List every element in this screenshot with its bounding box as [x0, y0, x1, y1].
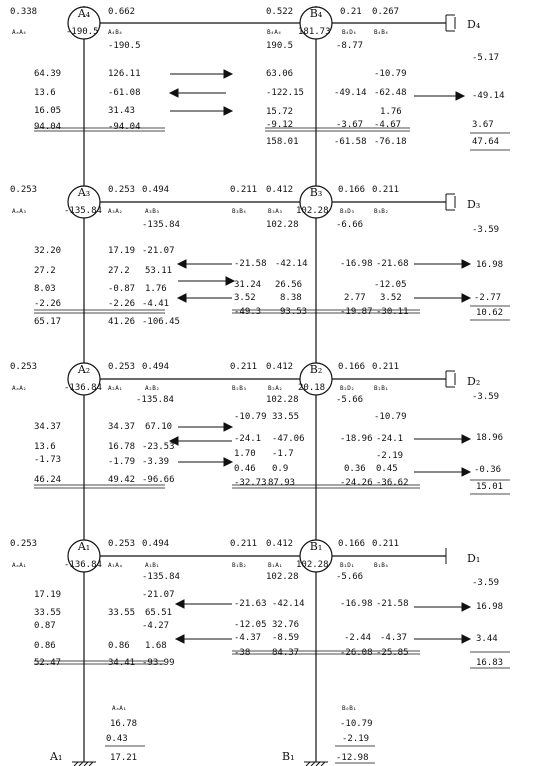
subhead-a3-top: AₐA₃ — [12, 208, 27, 215]
subhead-b4-left: B₄A₄ — [267, 29, 282, 36]
a3-r1-c2: 17.19 — [108, 246, 136, 256]
subhead-b1-col: B₁D₁ — [340, 562, 355, 569]
base-a-v3: 17.21 — [110, 753, 138, 763]
node-d4-label: D₄ — [467, 18, 481, 31]
fem-b4: 190.5 — [266, 41, 294, 51]
subhead-b3-l: B₃B₄ — [232, 208, 247, 215]
a4-r1-c2: 126.11 — [108, 69, 141, 79]
subhead-b3-m: B₃A₃ — [268, 208, 283, 215]
subhead-b1-m: B₁A₁ — [268, 562, 283, 569]
b2-r2-c2: -47.06 — [272, 434, 305, 444]
b1-r2-c2: 32.76 — [272, 620, 300, 630]
node-d4-value: -5.17 — [472, 53, 500, 63]
a1-r2-c2: 33.55 — [108, 608, 136, 618]
a2-r4-c1: 46.24 — [34, 475, 62, 485]
b2-r3-c1: 1.70 — [234, 449, 256, 459]
a3-r4-c2: -2.26 — [108, 299, 136, 309]
a2-r2-c1: 13.6 — [34, 442, 56, 452]
a1-r4-c2: 0.86 — [108, 641, 130, 651]
subhead-b1-r: B₁B₀ — [374, 562, 389, 569]
subhead-a2-bot: A₂A₁ — [108, 385, 123, 392]
a2-r1-c3: 67.10 — [145, 422, 173, 432]
node-a3-value: -135.84 — [64, 206, 102, 216]
a3-r2-c1: 27.2 — [34, 266, 56, 276]
b2-r2-c1: -24.1 — [234, 434, 262, 444]
base-b-head: B₀B₁ — [342, 705, 357, 712]
b3-r1-c4: -21.68 — [376, 259, 409, 269]
df-a4-col: 0.338 — [10, 7, 38, 17]
df-a3-col: 0.253 — [10, 185, 38, 195]
subhead-b4-col: B₄D₄ — [342, 29, 357, 36]
base-b-v1: -10.79 — [340, 719, 373, 729]
a1-r3-c1: 0.87 — [34, 621, 56, 631]
df-b4-left: 0.522 — [266, 7, 294, 17]
base-b-label: B₁ — [282, 750, 295, 763]
a3-r4-c1: -2.26 — [34, 299, 62, 309]
b1-r3-c3: -2.44 — [344, 633, 372, 643]
fem-b2-col: -5.66 — [336, 395, 364, 405]
node-a1-label: A₁ — [77, 540, 91, 553]
b2-r2-c3: -18.96 — [340, 434, 373, 444]
a1-r2-c1: 33.55 — [34, 608, 62, 618]
a3-r2-c3: 53.11 — [145, 266, 173, 276]
base-a-head: AₐA₁ — [112, 705, 127, 712]
fem-b4-col: -8.77 — [336, 41, 364, 51]
a4-r3-c1: 16.05 — [34, 106, 62, 116]
a3-r3-c1: 8.03 — [34, 284, 56, 294]
df-b3-left: 0.211 — [230, 185, 258, 195]
a3-r3-c2: -0.87 — [108, 284, 136, 294]
a3-r5-c1: 65.17 — [34, 317, 62, 327]
d1-r3: 16.83 — [476, 658, 504, 668]
a1-r1-c3: -21.07 — [142, 590, 175, 600]
df-b1-right: 0.211 — [372, 539, 400, 549]
a2-r1-c1: 34.37 — [34, 422, 62, 432]
base-a-v1: 16.78 — [110, 719, 138, 729]
a3-r1-c1: 32.20 — [34, 246, 62, 256]
b3-r4-c1: -49.3 — [234, 307, 262, 317]
df-b4-col: 0.21 — [340, 7, 362, 17]
node-a2-value: -136.84 — [64, 383, 102, 393]
d1-r1: 16.98 — [476, 602, 504, 612]
subhead-a3-beam: A₃B₃ — [145, 208, 160, 215]
b1-r1-c2: -42.14 — [272, 599, 305, 609]
base-a-label: A₁ — [50, 750, 63, 763]
node-b4-label: B₄ — [309, 7, 323, 20]
d3-r1: 16.98 — [476, 260, 504, 270]
df-b3-col: 0.166 — [338, 185, 366, 195]
fem-a1: -135.84 — [142, 572, 180, 582]
b4-r2-c1: -122.15 — [266, 88, 304, 98]
df-a2-beam: 0.494 — [142, 362, 170, 372]
df-b1-top: 0.412 — [266, 539, 294, 549]
a1-r1-c1: 17.19 — [34, 590, 62, 600]
b4-r3-c1: 15.72 — [266, 107, 294, 117]
fem-a4: -190.5 — [108, 41, 141, 51]
subhead-b1-l: B₁B₂ — [232, 562, 247, 569]
subhead-a4-beam: A₄B₄ — [108, 29, 123, 36]
a2-r1-c2: 34.37 — [108, 422, 136, 432]
subhead-b2-r: B₂B₁ — [374, 385, 389, 392]
d4-r3: 47.64 — [472, 137, 500, 147]
b4-r4-c2: -3.67 — [336, 120, 364, 130]
d3-r3: 10.62 — [476, 308, 504, 318]
b1-r4-c1: -38 — [234, 648, 251, 658]
a2-r3-c3: -3.39 — [142, 457, 170, 467]
b3-r4-c4: -30.11 — [376, 307, 409, 317]
b2-r5-c2: 87.93 — [268, 478, 296, 488]
b3-r4-c2: 93.53 — [280, 307, 308, 317]
b1-r1-c3: -16.98 — [340, 599, 373, 609]
b1-r2-c1: -12.05 — [234, 620, 267, 630]
df-a1-col2: 0.253 — [108, 539, 136, 549]
b3-r4-c3: -19.87 — [340, 307, 373, 317]
b1-r4-c2: 84.37 — [272, 648, 300, 658]
subhead-b3-col: B₃D₃ — [340, 208, 355, 215]
d3-r2: -2.77 — [474, 293, 502, 303]
b1-r4-c4: -25.85 — [376, 648, 409, 658]
b2-r1-c2: 33.55 — [272, 412, 300, 422]
subhead-a1-top: AₐA₁ — [12, 562, 27, 569]
df-b1-col: 0.166 — [338, 539, 366, 549]
fem-a2: -135.84 — [136, 395, 174, 405]
subhead-b3-r: B₃B₂ — [374, 208, 389, 215]
a4-r1-c1: 64.39 — [34, 69, 62, 79]
a3-r5-c3: -106.45 — [142, 317, 180, 327]
subhead-a4-col: AₐA₄ — [12, 29, 27, 36]
a4-r3-c2: 31.43 — [108, 106, 136, 116]
d4-r2: 3.67 — [472, 120, 494, 130]
d2-r1: 18.96 — [476, 433, 504, 443]
fem-b2: 102.28 — [266, 395, 299, 405]
b2-r3-c4: -2.19 — [376, 451, 404, 461]
a3-r4-c3: -4.41 — [142, 299, 170, 309]
df-b3-right: 0.211 — [372, 185, 400, 195]
fem-b1: 102.28 — [266, 572, 299, 582]
subhead-a3-bot: A₃A₂ — [108, 208, 123, 215]
d2-r3: 15.01 — [476, 482, 504, 492]
b4-r1-c3: -10.79 — [374, 69, 407, 79]
b3-r2-c4: -12.05 — [374, 280, 407, 290]
df-b2-col: 0.166 — [338, 362, 366, 372]
a2-r4-c3: -96.66 — [142, 475, 175, 485]
node-b2-value: 20.18 — [298, 383, 326, 393]
b2-r3-c2: -1.7 — [272, 449, 294, 459]
node-b4-value: 181.73 — [298, 27, 331, 37]
b4-r5-c2: -61.58 — [334, 137, 367, 147]
a1-r5-c1: 52.47 — [34, 658, 62, 668]
b1-r1-c1: -21.63 — [234, 599, 267, 609]
df-a1-beam: 0.494 — [142, 539, 170, 549]
a1-r2-c3: 65.51 — [145, 608, 173, 618]
b1-r1-c4: -21.58 — [376, 599, 409, 609]
b4-r1-c1: 63.06 — [266, 69, 294, 79]
a2-r3-c2: -1.79 — [108, 457, 136, 467]
b2-r4-c4: 0.45 — [376, 464, 398, 474]
base-b-v3: -12.98 — [336, 753, 369, 763]
node-b3-value: 102.28 — [296, 206, 329, 216]
node-d1-label: D₁ — [467, 552, 481, 565]
df-a4-beam: 0.662 — [108, 7, 136, 17]
a3-r5-c2: 41.26 — [108, 317, 136, 327]
a2-r2-c3: -23.53 — [142, 442, 175, 452]
b3-r3-c1: 3.52 — [234, 293, 256, 303]
b2-r4-c1: 0.46 — [234, 464, 256, 474]
subhead-a2-beam: A₂B₂ — [145, 385, 160, 392]
subhead-b2-col: B₂D₂ — [340, 385, 355, 392]
b2-r5-c1: -32.73 — [234, 478, 267, 488]
b3-r2-c2: 26.56 — [275, 280, 303, 290]
fem-b3-col: -6.66 — [336, 220, 364, 230]
b2-r1-c4: -10.79 — [374, 412, 407, 422]
df-b2-right: 0.211 — [372, 362, 400, 372]
a1-r4-c1: 0.86 — [34, 641, 56, 651]
node-a3-label: A₃ — [77, 186, 91, 199]
d4-r1: -49.14 — [472, 91, 505, 101]
node-d3-value: -3.59 — [472, 225, 500, 235]
node-d2-value: -3.59 — [472, 392, 500, 402]
b4-r3-c3: 1.76 — [380, 107, 402, 117]
b4-r4-c3: -4.67 — [374, 120, 402, 130]
a3-r3-c3: 1.76 — [145, 284, 167, 294]
df-b4-right: 0.267 — [372, 7, 400, 17]
df-b1-left: 0.211 — [230, 539, 258, 549]
fem-b3: 102.28 — [266, 220, 299, 230]
node-d3-label: D₃ — [467, 198, 481, 211]
b3-r3-c3: 2.77 — [344, 293, 366, 303]
subhead-b4-right: B₄B₄ — [374, 29, 389, 36]
df-a2-col: 0.253 — [10, 362, 38, 372]
a4-r2-c2: -61.08 — [108, 88, 141, 98]
node-a4-label: A₄ — [77, 7, 91, 20]
d2-r2: -0.36 — [474, 465, 502, 475]
node-d1-value: -3.59 — [472, 578, 500, 588]
b2-r2-c4: -24.1 — [376, 434, 404, 444]
b3-r3-c2: 8.38 — [280, 293, 302, 303]
a2-r4-c2: 49.42 — [108, 475, 136, 485]
b3-r2-c1: 31.24 — [234, 280, 262, 290]
a1-r4-c3: 1.68 — [145, 641, 167, 651]
b3-r1-c2: -42.14 — [275, 259, 308, 269]
fem-a3: -135.84 — [142, 220, 180, 230]
b2-r4-c3: 0.36 — [344, 464, 366, 474]
node-a1-value: -136.84 — [64, 560, 102, 570]
b4-r5-c1: 158.01 — [266, 137, 299, 147]
b1-r3-c2: -8.59 — [272, 633, 300, 643]
a1-r3-c3: -4.27 — [142, 621, 170, 631]
subhead-b2-l: B₂B₃ — [232, 385, 247, 392]
node-b1-label: B₁ — [309, 540, 323, 553]
a3-r2-c2: 27.2 — [108, 266, 130, 276]
df-b2-left: 0.211 — [230, 362, 258, 372]
a3-r1-c3: -21.07 — [142, 246, 175, 256]
b2-r5-c3: -24.26 — [340, 478, 373, 488]
a4-r4-c2: -94.04 — [108, 122, 141, 132]
fem-b1-col: -5.66 — [336, 572, 364, 582]
b4-r2-c2: -49.14 — [334, 88, 367, 98]
subhead-b2-m: B₂A₂ — [268, 385, 283, 392]
a2-r3-c1: -1.73 — [34, 455, 62, 465]
a4-r2-c1: 13.6 — [34, 88, 56, 98]
df-b2-top: 0.412 — [266, 362, 294, 372]
a1-r5-c2: 34.41 — [108, 658, 136, 668]
b3-r1-c3: -16.98 — [340, 259, 373, 269]
b1-r4-c3: -26.08 — [340, 648, 373, 658]
a1-r5-c3: -93.99 — [142, 658, 175, 668]
a4-r4-c1: 94.04 — [34, 122, 62, 132]
subhead-a1-beam: A₁B₁ — [145, 562, 160, 569]
b2-r4-c2: 0.9 — [272, 464, 289, 474]
base-a-v2: 0.43 — [106, 734, 128, 744]
node-b1-value: 102.28 — [296, 560, 329, 570]
df-a1-col: 0.253 — [10, 539, 38, 549]
df-a3-beam: 0.494 — [142, 185, 170, 195]
b4-r5-c3: -76.18 — [374, 137, 407, 147]
subhead-a2-top: AₐA₂ — [12, 385, 27, 392]
b1-r3-c1: -4.37 — [234, 633, 262, 643]
b1-r3-c4: -4.37 — [380, 633, 408, 643]
node-d2-label: D₂ — [467, 375, 481, 388]
node-b2-label: B₂ — [309, 363, 323, 376]
b4-r4-c1: -9.12 — [266, 120, 294, 130]
b2-r5-c4: -36.62 — [376, 478, 409, 488]
df-a3-col2: 0.253 — [108, 185, 136, 195]
node-a4-value: -190.5 — [66, 27, 99, 37]
b2-r1-c1: -10.79 — [234, 412, 267, 422]
a2-r2-c2: 16.78 — [108, 442, 136, 452]
b3-r3-c4: 3.52 — [380, 293, 402, 303]
df-a2-col2: 0.253 — [108, 362, 136, 372]
node-a2-label: A₂ — [77, 363, 91, 376]
subhead-a1-bot: A₁Aₐ — [108, 562, 123, 569]
b3-r1-c1: -21.58 — [234, 259, 267, 269]
b4-r2-c3: -62.48 — [374, 88, 407, 98]
d1-r2: 3.44 — [476, 634, 498, 644]
df-b3-top: 0.412 — [266, 185, 294, 195]
base-b-v2: -2.19 — [342, 734, 370, 744]
node-b3-label: B₃ — [309, 186, 323, 199]
